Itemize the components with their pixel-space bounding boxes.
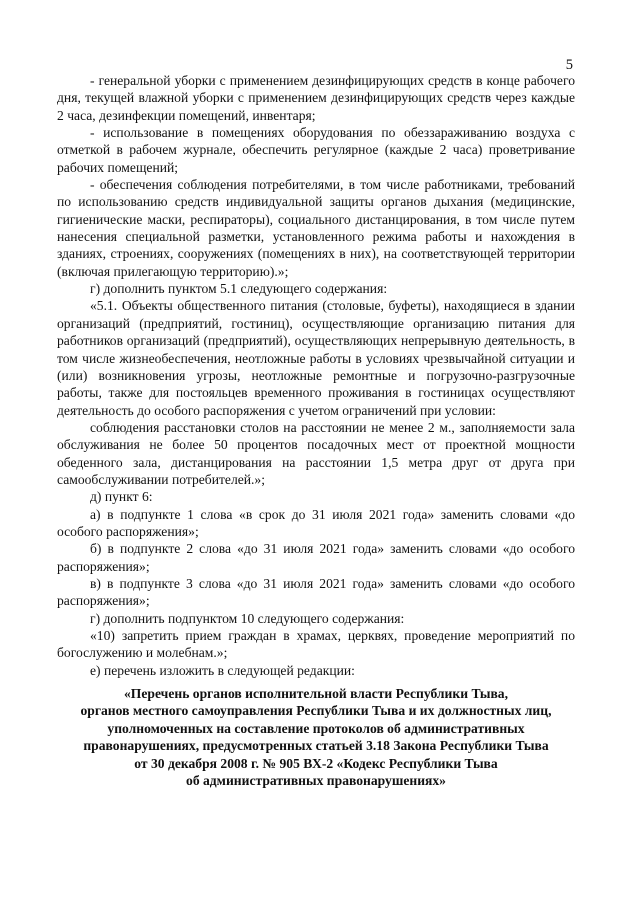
list-heading [57, 685, 575, 789]
paragraph-table-spacing: соблюдения расстановки столов на расстоянии не менее 2 м., заполняемости зала обслуживания не более 50 процентов посадочных мест от проектной мощности обеденного зала, дистанцирования на расстоянии 1,5 метра друг от друга при самообслуживании потребителей.»; [57, 419, 575, 487]
paragraph-subpoint-1: а) в подпункте 1 слова «в срок до 31 июля 2021 года» заменить словами «до особого распоряжения»; [57, 506, 575, 539]
heading-line: правонарушениях, предусмотренных статьей 3.18 Закона Республики Тыва [83, 738, 549, 754]
paragraph-protective-measures: - обеспечения соблюдения потребителями, в том числе работниками, требований по использованию средств индивидуальной защиты органов дыхания (медицинские, гигиенические маски, респираторы), социального дистанцирования, в том числе путем нанесения специальной разметки, установленного режима работы и нахождения в зданиях, строениях, сооружениях (помещениях в них), на соответствующей территории (включая прилегающую территорию).»; [57, 177, 575, 279]
page-number: 5 [565, 57, 573, 73]
heading-line: «Перечень органов исполнительной власти Республики Тыва, [124, 686, 508, 701]
paragraph-air-disinfection: - использование в помещениях оборудования по обеззараживанию воздуха с отметкой в рабочем журнале, обеспечить регулярное (каждые 2 часа) проветривание рабочих помещений; [57, 125, 575, 175]
paragraph-add-point-5-1: г) дополнить пунктом 5.1 следующего содержания: [90, 281, 388, 297]
paragraph-subpoint-10-text: «10) запретить прием граждан в храмах, церквях, проведение мероприятий по богослужению и молебнам.»; [57, 628, 575, 661]
paragraph-list-revision: е) перечень изложить в следующей редакции: [90, 662, 355, 678]
heading-line: уполномоченных на составление протоколов об административных [107, 720, 525, 736]
paragraph-subpoint-3: в) в подпункте 3 слова «до 31 июля 2021 года» заменить словами «до особого распоряжения»; [57, 575, 575, 609]
document-body [57, 72, 575, 679]
heading-line: от 30 декабря 2008 г. № 905 ВХ-2 «Кодекс Республики Тыва [134, 755, 498, 771]
paragraph-cleaning: - генеральной уборки с применением дезинфицирующих средств в конце рабочего дня, текущей влажной уборки с применением дезинфицирующих средств через каждые 2 часа, дезинфекции помещений, инвентаря; [57, 73, 575, 123]
paragraph-point-6: д) пункт 6: [90, 489, 153, 505]
heading-line: об административных правонарушениях» [186, 773, 446, 789]
paragraph-point-5-1-text: «5.1. Объекты общественного питания (столовые, буфеты), находящиеся в здании организаций (предприятий, гостиниц), осуществляющие организацию питания для работников организаций (предприятий), осуществляющих непрерывную деятельность, в том числе жизнеобеспечения, неотложные работы в условиях чрезвычайной ситуации и (или) возникновения угрозы, неотложные ремонтные и погрузочно-разгрузочные работы, также для постояльцев временного проживания в гостиницах осуществляют деятельность до особого распоряжения с учетом ограничений при условии: [57, 298, 575, 418]
paragraph-add-subpoint-10: г) дополнить подпунктом 10 следующего содержания: [90, 610, 405, 626]
paragraph-subpoint-2: б) в подпункте 2 слова «до 31 июля 2021 года» заменить словами «до особого распоряжения»; [57, 541, 575, 574]
heading-line: органов местного самоуправления Республики Тыва и их должностных лиц, [80, 703, 552, 719]
